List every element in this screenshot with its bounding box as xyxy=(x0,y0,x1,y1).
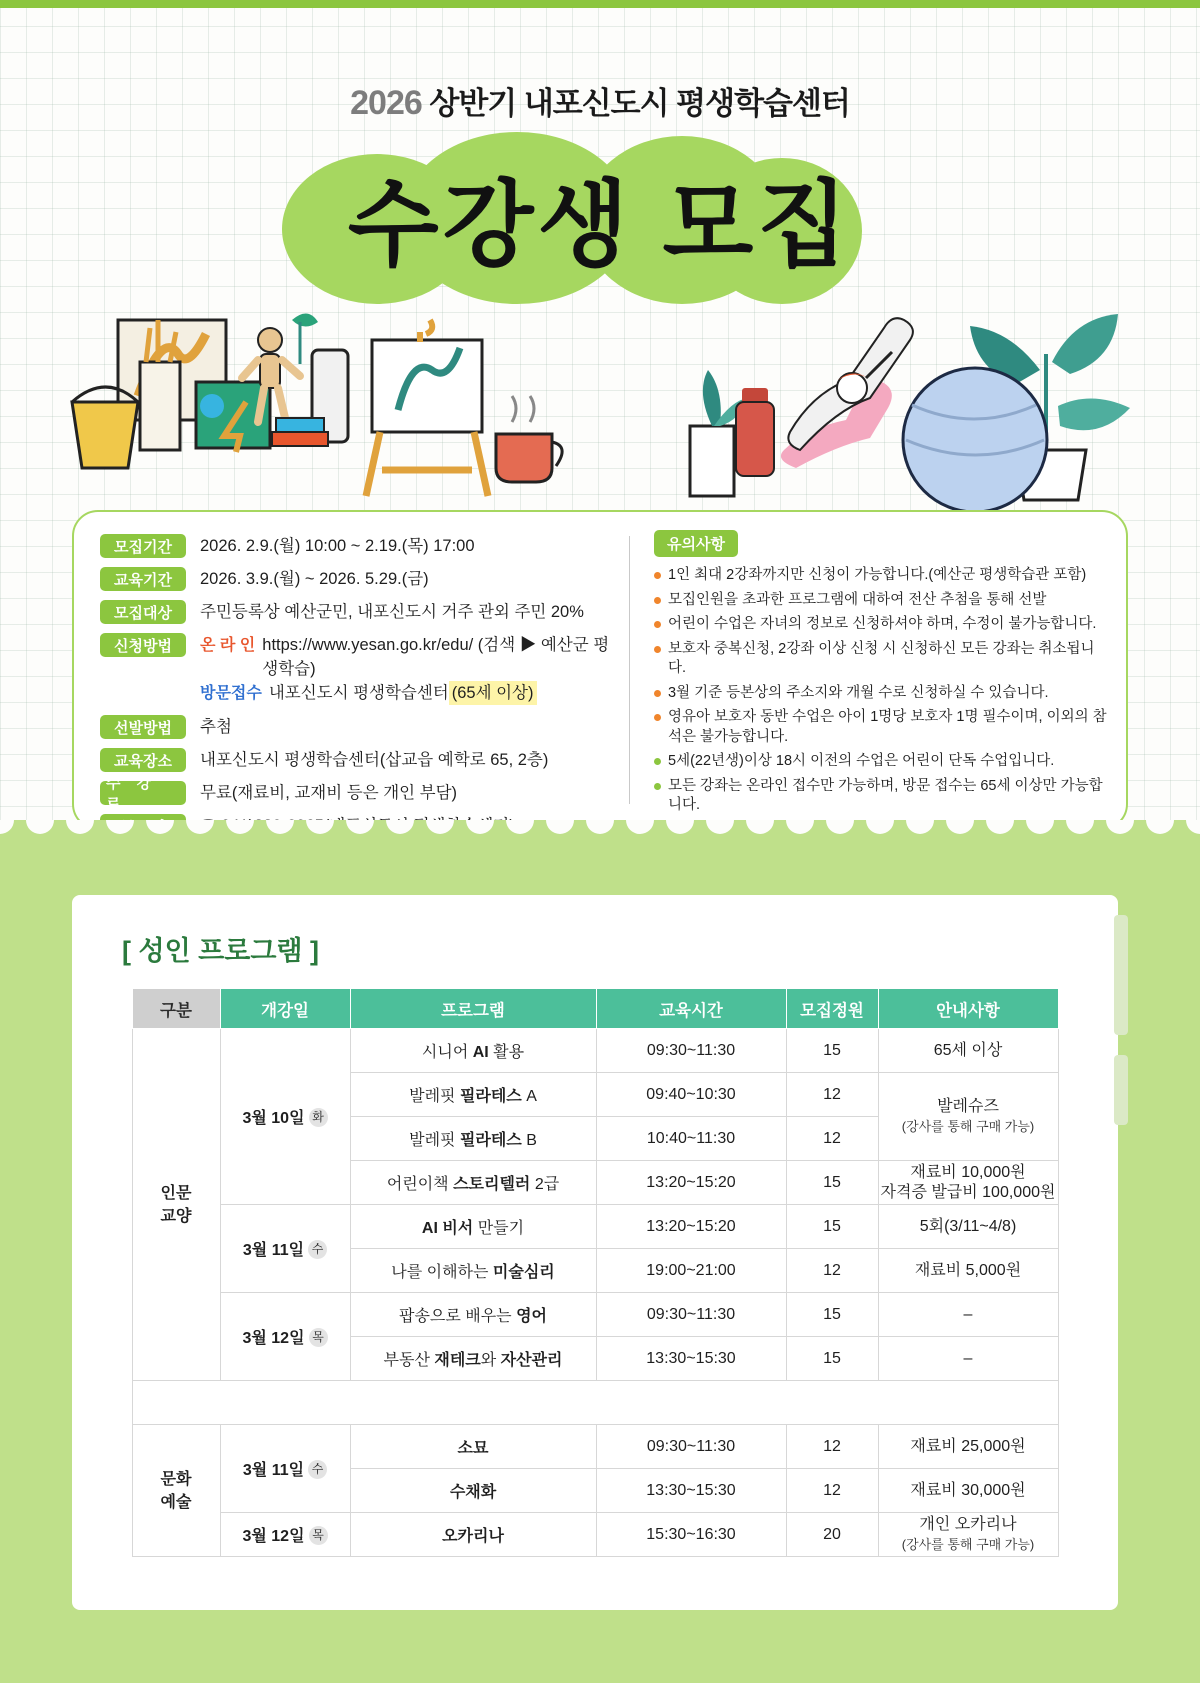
cell-capacity: 12 xyxy=(786,1117,878,1161)
notes-label: 유의사항 xyxy=(654,530,738,557)
cell-time: 10:40~11:30 xyxy=(596,1117,786,1161)
note-item xyxy=(654,708,1108,747)
card-tab-2 xyxy=(1114,1055,1128,1125)
note-item xyxy=(654,777,1108,816)
apply-online-line xyxy=(200,633,615,681)
cell-time: 13:20~15:20 xyxy=(596,1161,786,1205)
cell-time: 19:00~21:00 xyxy=(596,1249,786,1293)
cell-notice: – xyxy=(878,1293,1058,1337)
cell-notice: 재료비 25,000원 xyxy=(878,1425,1058,1469)
note-text: 모든 강좌는 온라인 접수만 가능하며, 방문 접수는 65세 이상만 가능합니다. xyxy=(668,777,1103,813)
program-card xyxy=(72,895,1118,1610)
cell-capacity: 15 xyxy=(786,1029,878,1073)
cell-capacity: 12 xyxy=(786,1469,878,1513)
cell-notice: 65세 이상 xyxy=(878,1029,1058,1073)
cell-time: 13:20~15:20 xyxy=(596,1205,786,1249)
notice-sub: (강사를 통해 구매 가능) xyxy=(901,1536,1035,1552)
cell-capacity: 15 xyxy=(786,1205,878,1249)
col-program: 프로그램 xyxy=(350,989,596,1029)
bullet-dot-icon xyxy=(654,597,661,604)
poster-year: 2026 xyxy=(350,84,422,122)
notice-main: 재료비 10,000원 xyxy=(910,1163,1026,1181)
day-of-week-badge: 수 xyxy=(308,1460,327,1479)
info-card xyxy=(72,510,1128,830)
note-text: 5세(22년생)이상 18시 이전의 수업은 어린이 단독 수업입니다. xyxy=(668,753,1055,769)
art-supplies-illustration xyxy=(72,313,348,468)
bullet-dot-icon xyxy=(654,621,661,628)
value-fee: 무료(재료비, 교재비 등은 개인 부담) xyxy=(200,784,458,802)
note-item xyxy=(654,640,1108,679)
info-row-apply-method xyxy=(100,633,615,706)
value-education-period: 2026. 3.9.(월) ~ 2026. 5.29.(금) xyxy=(200,570,429,588)
col-capacity: 모집정원 xyxy=(786,989,878,1029)
cell-time: 09:40~10:30 xyxy=(596,1073,786,1117)
notice-main: 발레슈즈 xyxy=(937,1097,999,1115)
cell-start-date xyxy=(220,1205,350,1293)
program-section-title: [ 성인 프로그램 ] xyxy=(122,936,319,966)
cell-program-name: 부동산 재테크와 자산관리 xyxy=(350,1337,596,1381)
col-time: 교육시간 xyxy=(596,989,786,1029)
cell-program-name: 오카리나 xyxy=(350,1513,596,1557)
table-row xyxy=(132,1205,1058,1249)
date-text: 3월 10일 xyxy=(242,1110,305,1127)
label-recruit-period: 모집기간 xyxy=(100,534,186,558)
cell-notice xyxy=(878,1073,1058,1161)
cell-notice xyxy=(878,1161,1058,1205)
apply-visit-line xyxy=(200,681,615,706)
cell-program-name: 발레핏 필라테스 A xyxy=(350,1073,596,1117)
cell-program-name: 나를 이해하는 미술심리 xyxy=(350,1249,596,1293)
cup-illustration xyxy=(496,396,562,482)
apply-online-label: 온 라 인 xyxy=(200,637,256,654)
col-category: 구분 xyxy=(132,989,220,1029)
person-illustration xyxy=(781,318,913,468)
scallop-divider xyxy=(0,820,1200,842)
day-of-week-badge: 목 xyxy=(309,1526,328,1545)
apply-visit-place: 내포신도시 평생학습센터 xyxy=(268,684,449,702)
bullet-dot-icon xyxy=(654,690,661,697)
cell-notice: 재료비 30,000원 xyxy=(878,1469,1058,1513)
notice-main-2: 자격증 발급비 100,000원 xyxy=(880,1183,1056,1201)
bullet-dot-icon xyxy=(654,572,661,579)
table-row xyxy=(132,1293,1058,1337)
cell-time: 15:30~16:30 xyxy=(596,1513,786,1557)
info-row-target xyxy=(100,600,615,624)
note-text: 어린이 수업은 자녀의 정보로 신청하셔야 하며, 수정이 불가능합니다. xyxy=(668,616,1097,632)
notice-sub: (강사를 통해 구매 가능) xyxy=(901,1118,1035,1134)
note-item xyxy=(654,591,1108,611)
day-of-week-badge: 화 xyxy=(309,1108,328,1127)
table-header-row xyxy=(132,989,1058,1029)
value-recruit-period: 2026. 2.9.(월) 10:00 ~ 2.19.(목) 17:00 xyxy=(200,537,475,555)
poster-supertitle xyxy=(0,78,1200,123)
cell-time: 09:30~11:30 xyxy=(596,1029,786,1073)
day-of-week-badge: 목 xyxy=(309,1328,328,1347)
value-target: 주민등록상 예산군민, 내포신도시 거주 관외 주민 20% xyxy=(200,603,584,621)
date-text: 3월 12일 xyxy=(242,1528,305,1545)
value-place: 내포신도시 평생학습센터(삽교읍 예학로 65, 2층) xyxy=(200,751,549,769)
program-table xyxy=(132,988,1059,1557)
day-of-week-badge: 수 xyxy=(308,1240,327,1259)
cell-program-name: 시니어 AI 활용 xyxy=(350,1029,596,1073)
cell-start-date xyxy=(220,1029,350,1205)
label-fee: 수 강 료 xyxy=(100,781,186,805)
hero-illustration xyxy=(0,310,1200,510)
apply-visit-label: 방문접수 xyxy=(200,685,262,702)
date-text: 3월 12일 xyxy=(242,1330,305,1347)
poster-supertitle-text: 상반기 내포신도시 평생학습센터 xyxy=(429,86,850,121)
note-text: 보호자 중복신청, 2강좌 이상 신청 시 신청하신 모든 강좌는 취소됩니다. xyxy=(668,640,1095,676)
note-item xyxy=(654,615,1108,635)
cell-notice xyxy=(878,1513,1058,1557)
notes-column xyxy=(630,512,1126,828)
cell-time: 09:30~11:30 xyxy=(596,1293,786,1337)
date-text: 3월 11일 xyxy=(242,1242,305,1259)
cell-notice: – xyxy=(878,1337,1058,1381)
col-start-date: 개강일 xyxy=(220,989,350,1029)
table-row xyxy=(132,1029,1058,1073)
poster-header xyxy=(0,0,1200,500)
cell-category: 인문 교양 xyxy=(132,1029,220,1381)
label-selection: 선발방법 xyxy=(100,715,186,739)
info-row-recruit-period xyxy=(100,534,615,558)
cell-start-date xyxy=(220,1293,350,1381)
cell-capacity: 15 xyxy=(786,1293,878,1337)
note-text: 영유아 보호자 동반 수업은 아이 1명당 보호자 1명 필수이며, 이외의 참석은 불가능합니다. xyxy=(668,709,1107,745)
notice-main: 개인 오카리나 xyxy=(919,1515,1017,1533)
info-row-place xyxy=(100,748,615,772)
cell-capacity: 12 xyxy=(786,1073,878,1117)
cell-start-date xyxy=(220,1513,350,1557)
cell-program-name: 어린이책 스토리텔러 2급 xyxy=(350,1161,596,1205)
bullet-dot-icon xyxy=(654,714,661,721)
card-tab-1 xyxy=(1114,915,1128,1035)
bullet-dot-icon xyxy=(654,758,661,765)
note-item xyxy=(654,684,1108,704)
cell-time: 13:30~15:30 xyxy=(596,1469,786,1513)
apply-online-url[interactable]: https://www.yesan.go.kr/edu/ (검색 ▶ 예산군 평생학습) xyxy=(262,636,610,678)
table-row xyxy=(132,1425,1058,1469)
cell-program-name: 발레핏 필라테스 B xyxy=(350,1117,596,1161)
note-text: 1인 최대 2강좌까지만 신청이 가능합니다.(예산군 평생학습관 포함) xyxy=(668,567,1087,583)
cell-start-date xyxy=(220,1425,350,1513)
cell-capacity: 12 xyxy=(786,1249,878,1293)
cell-program-name: AI 비서 만들기 xyxy=(350,1205,596,1249)
info-left-column xyxy=(74,512,629,828)
cell-capacity: 15 xyxy=(786,1161,878,1205)
date-text: 3월 11일 xyxy=(242,1462,305,1479)
cell-time: 13:30~15:30 xyxy=(596,1337,786,1381)
info-row-fee xyxy=(100,775,615,813)
cell-notice: 5회(3/11~4/8) xyxy=(878,1205,1058,1249)
col-notice: 안내사항 xyxy=(878,989,1058,1029)
value-selection: 추첨 xyxy=(200,718,232,736)
page-title: 수강생 모집 xyxy=(347,172,853,277)
bullet-dot-icon xyxy=(654,783,661,790)
note-text: 모집인원을 초과한 프로그램에 대하여 전산 추첨을 통해 선발 xyxy=(668,591,1047,608)
note-item xyxy=(654,752,1108,772)
cell-program-name: 팝송으로 배우는 영어 xyxy=(350,1293,596,1337)
cell-capacity: 20 xyxy=(786,1513,878,1557)
cell-category: 문화 예술 xyxy=(132,1425,220,1557)
cell-program-name: 수채화 xyxy=(350,1469,596,1513)
apply-visit-note: (65세 이상) xyxy=(449,681,537,705)
cell-capacity: 12 xyxy=(786,1425,878,1469)
info-row-selection xyxy=(100,715,615,739)
bullet-dot-icon xyxy=(654,646,661,653)
table-row xyxy=(132,1513,1058,1557)
cell-notice: 재료비 5,000원 xyxy=(878,1249,1058,1293)
cell-time: 09:30~11:30 xyxy=(596,1425,786,1469)
label-place: 교육장소 xyxy=(100,748,186,772)
easel-illustration xyxy=(366,320,488,496)
cell-capacity: 15 xyxy=(786,1337,878,1381)
table-group-spacer xyxy=(132,1381,1058,1425)
value-apply-method xyxy=(200,633,615,706)
label-target: 모집대상 xyxy=(100,600,186,624)
label-education-period: 교육기간 xyxy=(100,567,186,591)
label-apply-method: 신청방법 xyxy=(100,633,186,657)
cell-program-name: 소묘 xyxy=(350,1425,596,1469)
note-text: 3월 기준 등본상의 주소지와 개월 수로 신청하실 수 있습니다. xyxy=(668,684,1049,701)
info-row-education-period xyxy=(100,567,615,591)
note-item xyxy=(654,566,1108,586)
